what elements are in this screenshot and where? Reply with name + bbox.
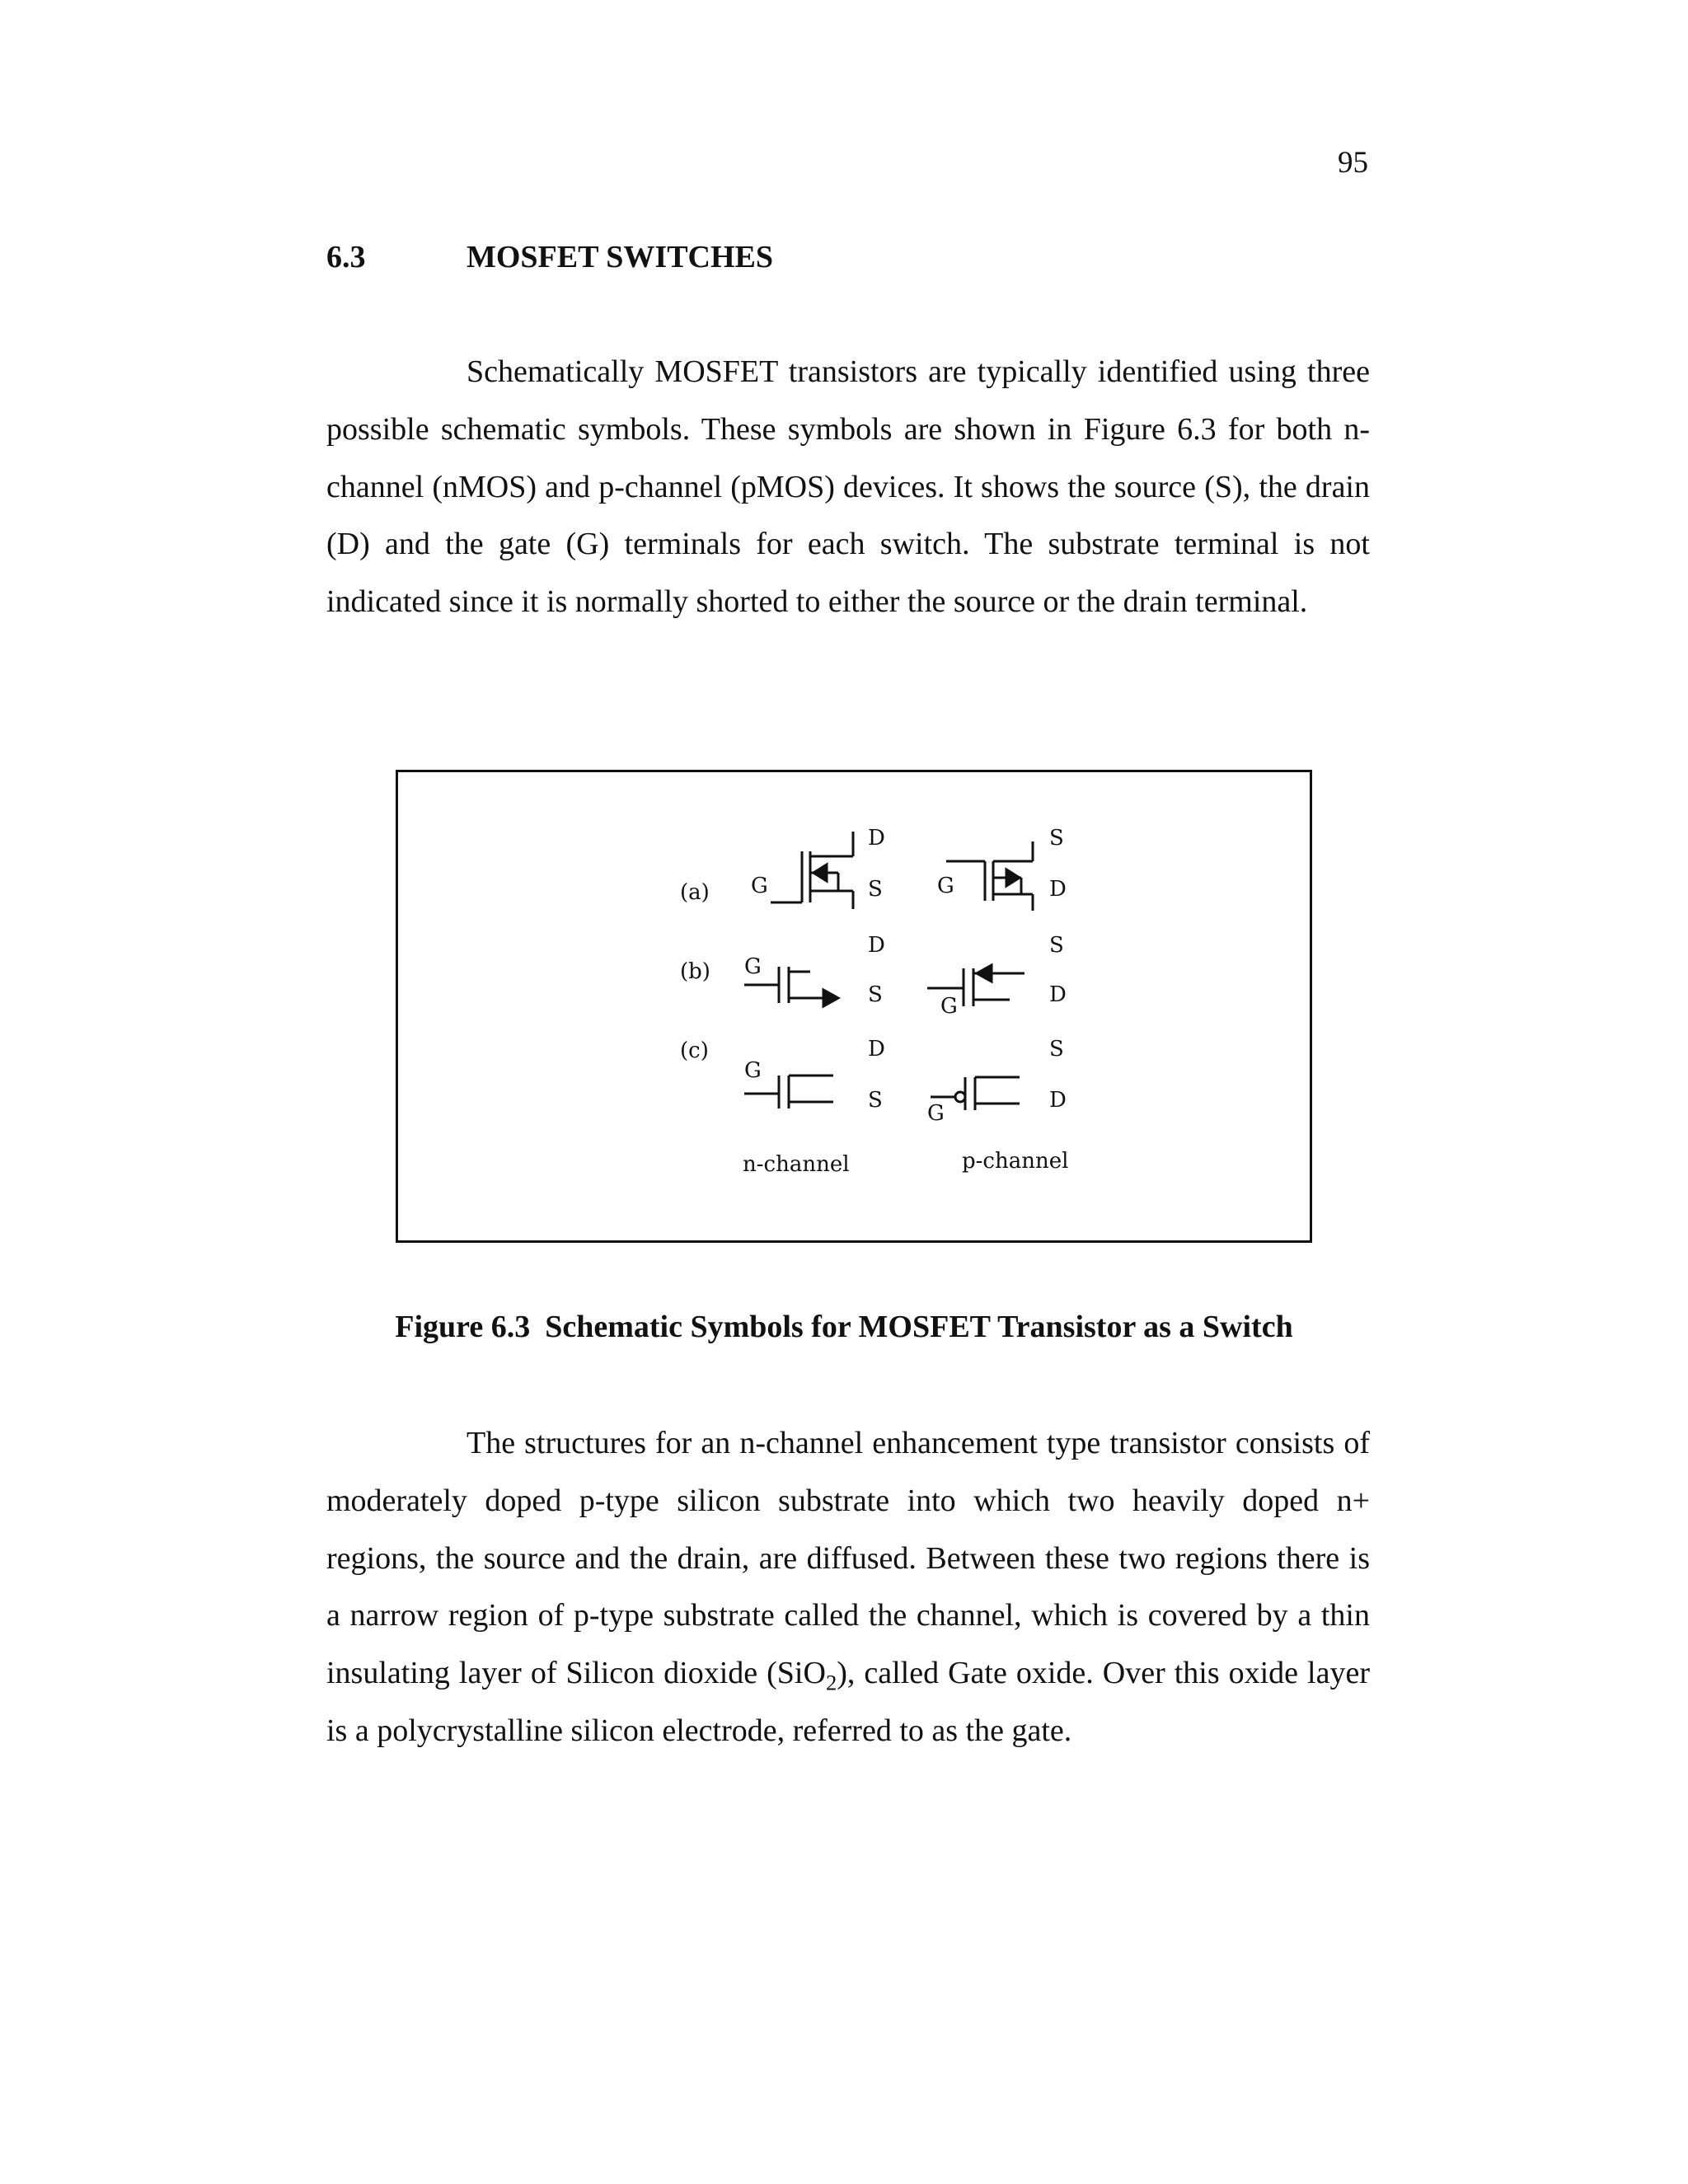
n-channel-label: n-channel [743, 1152, 850, 1177]
p-terminal-top-c: S [1049, 1037, 1064, 1062]
intro-paragraph: Schematically MOSFET transistors are typically identified using three possible schematic symbols. These symbols are shown in Figure 6.3 for both n-channel (nMOS) and p-channel (pMOS) devices. It shows the source (S), the drain (D) and the gate (G) terminals for each switch. The substrate terminal is not indicated since it is normally shorted to either the source or the drain terminal. [326, 354, 1370, 620]
row-label-c: (c) [680, 1038, 709, 1063]
n-terminal-bottom-a: S [868, 877, 883, 902]
gate-label-p-a: G [937, 874, 954, 898]
figure-frame [396, 770, 1312, 1243]
gate-label-p-c: G [927, 1101, 945, 1126]
gate-label-p-b: G [940, 994, 958, 1019]
structure-text-part2: ), called Gate oxide. Over this oxide layer is a polycrystalline silicon electrode, referred to as the gate. [326, 1656, 1370, 1748]
figure-caption [0, 1309, 1688, 1345]
n-terminal-top-a: D [868, 826, 885, 851]
row-label-a: (a) [680, 880, 710, 905]
n-terminal-bottom-c: S [868, 1088, 883, 1113]
sio2-subscript: 2 [825, 1670, 837, 1695]
mosfet-symbols-diagram [398, 772, 1315, 1245]
nmos-symbol-a [771, 832, 853, 909]
caption-text: Schematic Symbols for MOSFET Transistor as a Switch [545, 1310, 1293, 1344]
n-terminal-top-b: D [868, 933, 885, 958]
p-terminal-top-a: S [1049, 826, 1064, 851]
section-heading [326, 239, 773, 275]
section-title: MOSFET SWITCHES [467, 240, 774, 274]
gate-label-n-a: G [751, 874, 768, 898]
gate-label-n-b: G [744, 954, 762, 979]
pmos-symbol-a [946, 841, 1033, 911]
row-label-b: (b) [680, 959, 710, 984]
structure-paragraph [326, 1415, 1370, 1760]
page-number: 95 [1338, 146, 1368, 180]
p-terminal-bottom-c: D [1049, 1088, 1067, 1113]
caption-number: Figure 6.3 [395, 1310, 531, 1344]
structure-text-part1: The structures for an n-channel enhancement type transistor consists of moderately doped p-type silicon substrate into which two heavily doped n+ regions, the source and the drain, are diffused. Between these two regions there is a narrow region of p-type substrate called the channel, which is covered by a thin insulating layer of Silicon dioxide (SiO [326, 1426, 1370, 1691]
section-number: 6.3 [326, 240, 366, 274]
p-terminal-bottom-b: D [1049, 982, 1067, 1007]
p-channel-label: p-channel [962, 1149, 1069, 1174]
n-terminal-top-c: D [868, 1037, 885, 1062]
p-terminal-top-b: S [1049, 933, 1064, 958]
n-terminal-bottom-b: S [868, 982, 883, 1007]
gate-label-n-c: G [744, 1058, 762, 1083]
p-terminal-bottom-a: D [1049, 877, 1067, 902]
